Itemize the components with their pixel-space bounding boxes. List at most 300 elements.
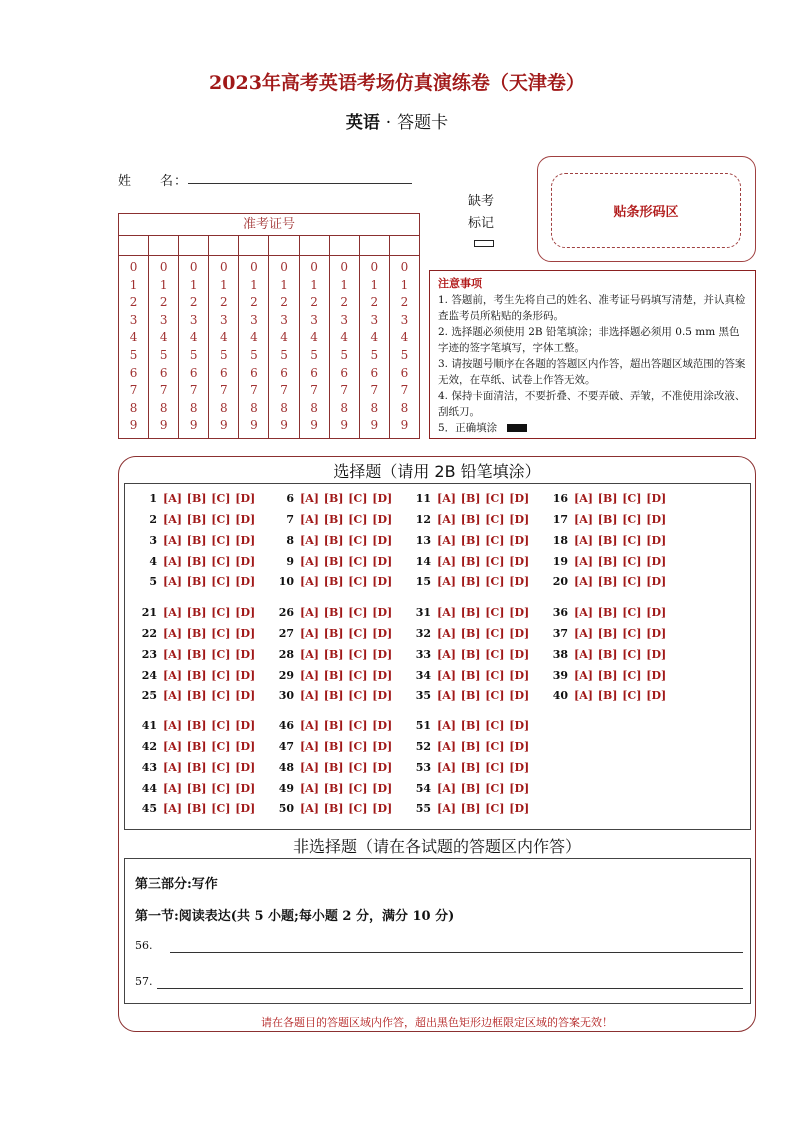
mc-question-number: 10 bbox=[278, 575, 294, 588]
correct-fill-sample bbox=[507, 424, 527, 432]
mc-option-bubbles[interactable]: [A] [B] [C] [D] bbox=[437, 606, 530, 619]
mc-question[interactable] bbox=[131, 719, 255, 732]
mc-option-bubbles[interactable]: [A] [B] [C] [D] bbox=[437, 492, 530, 505]
notice-item-3: 3. 请按题号顺序在各题的答题区内作答，超出答题区域范围的答案无效，在草纸、试卷上作答无效。 bbox=[438, 358, 746, 386]
mc-option-bubbles[interactable]: [A] [B] [C] [D] bbox=[437, 689, 530, 702]
mc-option-bubbles[interactable]: [A] [B] [C] [D] bbox=[300, 761, 393, 774]
mc-question[interactable] bbox=[405, 555, 529, 568]
ticket-digit-bubble[interactable]: 7 bbox=[400, 383, 409, 398]
mc-option-bubbles[interactable]: [A] [B] [C] [D] bbox=[163, 555, 256, 568]
ticket-digit-bubble[interactable]: 7 bbox=[129, 383, 138, 398]
ticket-digit-bubble[interactable]: 3 bbox=[129, 312, 138, 327]
mc-question-number: 12 bbox=[415, 513, 431, 526]
ticket-digit-bubble[interactable]: 9 bbox=[400, 418, 409, 433]
ticket-write-cell[interactable] bbox=[119, 236, 149, 255]
ticket-digit-bubble[interactable]: 2 bbox=[340, 295, 349, 310]
ticket-digit-bubble[interactable]: 8 bbox=[340, 400, 349, 415]
mc-option-bubbles[interactable]: [A] [B] [C] [D] bbox=[163, 648, 256, 661]
correct-fill-label: 5．正确填涂 bbox=[438, 422, 498, 434]
ticket-digit-bubble[interactable]: 4 bbox=[400, 330, 409, 345]
mc-question[interactable] bbox=[131, 802, 255, 815]
mc-question[interactable] bbox=[405, 606, 529, 619]
mc-option-bubbles[interactable]: [A] [B] [C] [D] bbox=[437, 627, 530, 640]
ticket-digit-bubble[interactable]: 1 bbox=[280, 277, 288, 292]
ticket-digit-bubble[interactable]: 2 bbox=[159, 295, 168, 310]
ticket-digit-bubble[interactable]: 9 bbox=[159, 418, 168, 433]
mc-option-bubbles[interactable]: [A] [B] [C] [D] bbox=[437, 555, 530, 568]
mc-question-number: 55 bbox=[415, 802, 431, 815]
ticket-digit-bubble[interactable]: 7 bbox=[220, 383, 228, 398]
mc-option-bubbles[interactable]: [A] [B] [C] [D] bbox=[574, 513, 667, 526]
mc-question-number: 52 bbox=[415, 740, 431, 753]
mc-option-bubbles[interactable]: [A] [B] [C] [D] bbox=[437, 802, 530, 815]
mc-option-bubbles[interactable]: [A] [B] [C] [D] bbox=[437, 575, 530, 588]
mc-question[interactable] bbox=[542, 492, 666, 505]
mc-question[interactable] bbox=[131, 669, 255, 682]
ticket-digit-bubble[interactable]: 2 bbox=[280, 295, 288, 310]
mc-option-bubbles[interactable]: [A] [B] [C] [D] bbox=[163, 575, 256, 588]
mc-question[interactable] bbox=[542, 648, 666, 661]
ticket-digit-bubble[interactable]: 6 bbox=[220, 365, 228, 380]
ticket-digit-bubble[interactable]: 9 bbox=[310, 418, 318, 433]
mc-option-bubbles[interactable]: [A] [B] [C] [D] bbox=[574, 648, 667, 661]
mc-answer-area bbox=[124, 483, 751, 830]
mc-question[interactable] bbox=[405, 740, 529, 753]
ticket-digit-bubble[interactable]: 6 bbox=[159, 365, 168, 380]
mc-option-bubbles[interactable]: [A] [B] [C] [D] bbox=[300, 719, 393, 732]
mc-option-bubbles[interactable]: [A] [B] [C] [D] bbox=[437, 782, 530, 795]
mc-question-number: 43 bbox=[141, 761, 157, 774]
ticket-digit-bubble[interactable]: 1 bbox=[310, 277, 318, 292]
mc-option-bubbles[interactable]: [A] [B] [C] [D] bbox=[163, 740, 256, 753]
ticket-digit-bubble[interactable]: 5 bbox=[370, 347, 379, 362]
mc-question[interactable] bbox=[405, 719, 529, 732]
ticket-digit-bubble[interactable]: 8 bbox=[129, 400, 138, 415]
mc-question[interactable] bbox=[131, 627, 255, 640]
ticket-write-cell[interactable] bbox=[149, 236, 179, 255]
ticket-digit-bubble[interactable]: 3 bbox=[280, 312, 288, 327]
ticket-digit-bubble[interactable]: 4 bbox=[370, 330, 379, 345]
ticket-digit-bubble[interactable]: 0 bbox=[220, 260, 228, 274]
ticket-digit-bubble[interactable]: 7 bbox=[310, 383, 318, 398]
mc-question[interactable] bbox=[131, 761, 255, 774]
ticket-digit-bubble[interactable]: 9 bbox=[340, 418, 349, 433]
ticket-digit-bubble[interactable]: 0 bbox=[129, 260, 138, 274]
mc-option-bubbles[interactable]: [A] [B] [C] [D] bbox=[437, 761, 530, 774]
mc-question[interactable] bbox=[542, 513, 666, 526]
mc-question-number: 38 bbox=[552, 648, 568, 661]
mc-question[interactable] bbox=[131, 534, 255, 547]
ticket-digit-bubble[interactable]: 3 bbox=[250, 312, 258, 327]
mc-option-bubbles[interactable]: [A] [B] [C] [D] bbox=[437, 740, 530, 753]
mc-option-bubbles[interactable]: [A] [B] [C] [D] bbox=[300, 513, 393, 526]
mc-question-number: 48 bbox=[278, 761, 294, 774]
ticket-digit-bubble[interactable]: 0 bbox=[370, 260, 379, 274]
ticket-digit-column bbox=[390, 256, 419, 438]
mc-question[interactable] bbox=[131, 782, 255, 795]
mc-question[interactable] bbox=[268, 575, 392, 588]
notice-item-5 bbox=[438, 420, 747, 436]
mc-question-number: 15 bbox=[415, 575, 431, 588]
mc-option-bubbles[interactable]: [A] [B] [C] [D] bbox=[300, 782, 393, 795]
ticket-digit-bubble[interactable]: 6 bbox=[129, 365, 138, 380]
ticket-digit-bubble[interactable]: 4 bbox=[220, 330, 228, 345]
notice-title: 注意事项 bbox=[438, 277, 482, 290]
mc-question-number: 47 bbox=[278, 740, 294, 753]
ticket-digit-bubble[interactable]: 6 bbox=[370, 365, 379, 380]
mc-question[interactable] bbox=[131, 606, 255, 619]
mc-question[interactable] bbox=[131, 555, 255, 568]
ticket-digit-bubble[interactable]: 2 bbox=[310, 295, 318, 310]
ticket-digit-bubble[interactable]: 1 bbox=[400, 277, 409, 292]
ticket-digit-bubble[interactable]: 6 bbox=[310, 365, 318, 380]
mc-question[interactable] bbox=[131, 740, 255, 753]
mc-option-bubbles[interactable]: [A] [B] [C] [D] bbox=[574, 534, 667, 547]
ticket-write-cell[interactable] bbox=[390, 236, 419, 255]
mc-question[interactable] bbox=[268, 669, 392, 682]
ticket-digit-bubble[interactable]: 6 bbox=[189, 365, 198, 380]
mc-option-bubbles[interactable]: [A] [B] [C] [D] bbox=[300, 689, 393, 702]
ticket-digit-bubble[interactable]: 1 bbox=[340, 277, 349, 292]
ticket-digit-bubble[interactable]: 8 bbox=[189, 400, 198, 415]
ticket-digit-bubble[interactable]: 5 bbox=[220, 347, 228, 362]
mc-question-number: 40 bbox=[552, 689, 568, 702]
mc-question[interactable] bbox=[405, 534, 529, 547]
ticket-number-write-cells bbox=[119, 236, 419, 256]
ticket-digit-bubble[interactable]: 5 bbox=[250, 347, 258, 362]
mc-heading: 选择题（请用 2B 铅笔填涂） bbox=[333, 462, 541, 481]
question-57-label: 57. bbox=[135, 975, 153, 988]
question-56-answer-line[interactable] bbox=[170, 952, 743, 953]
mc-question-number: 27 bbox=[278, 627, 294, 640]
mc-question[interactable] bbox=[542, 669, 666, 682]
ticket-digit-bubble[interactable]: 9 bbox=[129, 418, 138, 433]
mc-option-bubbles[interactable]: [A] [B] [C] [D] bbox=[437, 648, 530, 661]
card-type-label: 答题卡 bbox=[397, 113, 449, 133]
ticket-write-cell[interactable] bbox=[360, 236, 390, 255]
ticket-digit-bubble[interactable]: 0 bbox=[340, 260, 349, 274]
ticket-digit-bubble[interactable]: 5 bbox=[129, 347, 138, 362]
mc-option-bubbles[interactable]: [A] [B] [C] [D] bbox=[300, 492, 393, 505]
notice-box bbox=[429, 270, 756, 439]
ticket-digit-bubble[interactable]: 8 bbox=[280, 400, 288, 415]
mc-option-bubbles[interactable]: [A] [B] [C] [D] bbox=[163, 606, 256, 619]
ticket-write-cell[interactable] bbox=[179, 236, 209, 255]
ticket-digit-bubble[interactable]: 1 bbox=[220, 277, 228, 292]
ticket-digit-bubble[interactable]: 0 bbox=[280, 260, 288, 274]
mc-question-number: 23 bbox=[141, 648, 157, 661]
ticket-write-cell[interactable] bbox=[269, 236, 299, 255]
ticket-digit-bubble[interactable]: 3 bbox=[370, 312, 379, 327]
ticket-digit-bubble[interactable]: 1 bbox=[370, 277, 379, 292]
mc-question-number: 5 bbox=[149, 575, 157, 588]
mc-option-bubbles[interactable]: [A] [B] [C] [D] bbox=[300, 575, 393, 588]
absent-mark-label bbox=[459, 191, 503, 235]
ticket-digit-bubble[interactable]: 9 bbox=[370, 418, 379, 433]
ticket-digit-bubble[interactable]: 9 bbox=[220, 418, 228, 433]
ticket-write-cell[interactable] bbox=[300, 236, 330, 255]
ticket-digit-bubble[interactable]: 1 bbox=[250, 277, 258, 292]
ticket-digit-bubble[interactable]: 2 bbox=[129, 295, 138, 310]
mc-question[interactable] bbox=[405, 669, 529, 682]
ticket-digit-bubble[interactable]: 5 bbox=[189, 347, 198, 362]
mc-question[interactable] bbox=[131, 648, 255, 661]
ticket-digit-column bbox=[119, 256, 149, 438]
ticket-digit-bubble[interactable]: 4 bbox=[250, 330, 258, 345]
mc-option-bubbles[interactable]: [A] [B] [C] [D] bbox=[163, 627, 256, 640]
ticket-digit-bubble[interactable]: 8 bbox=[400, 400, 409, 415]
ticket-digit-bubble[interactable]: 5 bbox=[280, 347, 288, 362]
mc-question-number: 20 bbox=[552, 575, 568, 588]
ticket-digit-bubble[interactable]: 2 bbox=[370, 295, 379, 310]
mc-option-bubbles[interactable]: [A] [B] [C] [D] bbox=[163, 492, 256, 505]
mc-option-bubbles[interactable]: [A] [B] [C] [D] bbox=[300, 555, 393, 568]
mc-option-bubbles[interactable]: [A] [B] [C] [D] bbox=[163, 689, 256, 702]
mc-question[interactable] bbox=[268, 719, 392, 732]
mc-option-bubbles[interactable]: [A] [B] [C] [D] bbox=[300, 802, 393, 815]
ticket-digit-bubble[interactable]: 3 bbox=[220, 312, 228, 327]
subject-label: 英语 bbox=[345, 113, 380, 133]
mc-question[interactable] bbox=[542, 534, 666, 547]
ticket-digit-bubble[interactable]: 6 bbox=[280, 365, 288, 380]
ticket-digit-bubble[interactable]: 1 bbox=[189, 277, 198, 292]
mc-question-number: 35 bbox=[415, 689, 431, 702]
absent-label-line1: 缺考 bbox=[467, 194, 494, 209]
mc-question[interactable] bbox=[268, 689, 392, 702]
mc-option-bubbles[interactable]: [A] [B] [C] [D] bbox=[574, 575, 667, 588]
ticket-digit-bubble[interactable]: 0 bbox=[189, 260, 198, 274]
ticket-digit-bubble[interactable]: 4 bbox=[340, 330, 349, 345]
mc-question[interactable] bbox=[542, 606, 666, 619]
mc-question[interactable] bbox=[131, 575, 255, 588]
mc-option-bubbles[interactable]: [A] [B] [C] [D] bbox=[574, 606, 667, 619]
ticket-write-cell[interactable] bbox=[209, 236, 239, 255]
mc-option-bubbles[interactable]: [A] [B] [C] [D] bbox=[163, 802, 256, 815]
ticket-digit-bubble[interactable]: 6 bbox=[340, 365, 349, 380]
ticket-digit-bubble[interactable]: 5 bbox=[340, 347, 349, 362]
notice-item-1: 1. 答题前，考生先将自己的姓名、准考证号码填写清楚，并认真检查监考员所粘贴的条形码。 bbox=[438, 294, 746, 322]
mc-question[interactable] bbox=[405, 689, 529, 702]
mc-question[interactable] bbox=[405, 513, 529, 526]
mc-question[interactable] bbox=[405, 627, 529, 640]
ticket-digit-bubble[interactable]: 0 bbox=[310, 260, 318, 274]
mc-question[interactable] bbox=[542, 689, 666, 702]
mc-option-bubbles[interactable]: [A] [B] [C] [D] bbox=[574, 689, 667, 702]
mc-option-bubbles[interactable]: [A] [B] [C] [D] bbox=[300, 606, 393, 619]
ticket-digit-bubble[interactable]: 1 bbox=[159, 277, 168, 292]
mc-question[interactable] bbox=[268, 492, 392, 505]
ticket-digit-bubble[interactable]: 6 bbox=[400, 365, 409, 380]
mc-option-bubbles[interactable]: [A] [B] [C] [D] bbox=[437, 669, 530, 682]
ticket-digit-bubble[interactable]: 3 bbox=[400, 312, 409, 327]
mc-question-number: 24 bbox=[141, 669, 157, 682]
mc-question-number: 34 bbox=[415, 669, 431, 682]
mc-option-bubbles[interactable]: [A] [B] [C] [D] bbox=[300, 669, 393, 682]
question-56-label: 56. bbox=[135, 939, 153, 952]
ticket-digit-bubble[interactable]: 9 bbox=[280, 418, 288, 433]
mc-question[interactable] bbox=[268, 606, 392, 619]
ticket-digit-column bbox=[269, 256, 299, 438]
mc-question[interactable] bbox=[268, 627, 392, 640]
subtitle-separator: · bbox=[385, 113, 392, 133]
ticket-digit-bubble[interactable]: 8 bbox=[250, 400, 258, 415]
ticket-digit-bubble[interactable]: 1 bbox=[129, 277, 138, 292]
ticket-digit-column bbox=[300, 256, 330, 438]
name-label: 姓 名： bbox=[118, 174, 189, 189]
mc-question[interactable] bbox=[405, 782, 529, 795]
mc-question[interactable] bbox=[268, 555, 392, 568]
ticket-digit-bubble[interactable]: 9 bbox=[250, 418, 258, 433]
ticket-digit-bubble[interactable]: 3 bbox=[310, 312, 318, 327]
ticket-digit-bubble[interactable]: 4 bbox=[310, 330, 318, 345]
mc-question-number: 22 bbox=[141, 627, 157, 640]
ticket-digit-bubble[interactable]: 2 bbox=[250, 295, 258, 310]
mc-question[interactable] bbox=[405, 648, 529, 661]
absent-mark-box[interactable] bbox=[474, 240, 494, 247]
mc-option-bubbles[interactable]: [A] [B] [C] [D] bbox=[574, 669, 667, 682]
ticket-digit-bubble[interactable]: 2 bbox=[400, 295, 409, 310]
mc-question-number: 46 bbox=[278, 719, 294, 732]
ticket-digit-bubble[interactable]: 5 bbox=[310, 347, 318, 362]
mc-question-number: 39 bbox=[552, 669, 568, 682]
ticket-digit-bubble[interactable]: 6 bbox=[250, 365, 258, 380]
ticket-digit-column bbox=[179, 256, 209, 438]
ticket-digit-bubble[interactable]: 9 bbox=[189, 418, 198, 433]
mc-question[interactable] bbox=[405, 575, 529, 588]
reading-expression-label: 第一节:阅读表达(共 5 小题;每小题 2 分，满分 10 分) bbox=[135, 909, 455, 924]
exam-title: 2023年高考英语考场仿真演练卷（天津卷） bbox=[209, 72, 585, 94]
mc-option-bubbles[interactable]: [A] [B] [C] [D] bbox=[437, 719, 530, 732]
ticket-digit-bubble[interactable]: 5 bbox=[159, 347, 168, 362]
mc-option-bubbles[interactable]: [A] [B] [C] [D] bbox=[574, 555, 667, 568]
footer-warning: 请在各题目的答题区域内作答，超出黑色矩形边框限定区域的答案无效！ bbox=[261, 1016, 613, 1029]
ticket-digit-bubble[interactable]: 4 bbox=[280, 330, 288, 345]
mc-question[interactable] bbox=[542, 627, 666, 640]
mc-question-number: 11 bbox=[415, 492, 431, 505]
mc-option-bubbles[interactable]: [A] [B] [C] [D] bbox=[300, 627, 393, 640]
mc-question-number: 2 bbox=[149, 513, 157, 526]
ticket-digit-bubble[interactable]: 4 bbox=[159, 330, 168, 345]
mc-option-bubbles[interactable]: [A] [B] [C] [D] bbox=[163, 534, 256, 547]
mc-option-bubbles[interactable]: [A] [B] [C] [D] bbox=[437, 513, 530, 526]
ticket-digit-bubble[interactable]: 8 bbox=[159, 400, 168, 415]
mc-question[interactable] bbox=[405, 802, 529, 815]
ticket-digit-bubble[interactable]: 7 bbox=[159, 383, 168, 398]
answer-section bbox=[118, 456, 756, 1032]
ticket-digit-column bbox=[149, 256, 179, 438]
mc-question-number: 7 bbox=[286, 513, 294, 526]
ticket-number-bubbles bbox=[119, 256, 419, 438]
ticket-digit-bubble[interactable]: 0 bbox=[400, 260, 409, 274]
mc-question[interactable] bbox=[131, 492, 255, 505]
mc-question[interactable] bbox=[131, 689, 255, 702]
ticket-digit-bubble[interactable]: 7 bbox=[250, 383, 258, 398]
ticket-digit-bubble[interactable]: 7 bbox=[340, 383, 349, 398]
mc-question[interactable] bbox=[268, 761, 392, 774]
mc-option-bubbles[interactable]: [A] [B] [C] [D] bbox=[163, 669, 256, 682]
ticket-digit-bubble[interactable]: 8 bbox=[310, 400, 318, 415]
mc-question[interactable] bbox=[542, 575, 666, 588]
ticket-digit-column bbox=[209, 256, 239, 438]
mc-option-bubbles[interactable]: [A] [B] [C] [D] bbox=[300, 740, 393, 753]
question-57-answer-line[interactable] bbox=[157, 988, 743, 989]
mc-option-bubbles[interactable]: [A] [B] [C] [D] bbox=[574, 627, 667, 640]
ticket-number-grid bbox=[118, 213, 420, 439]
mc-option-bubbles[interactable]: [A] [B] [C] [D] bbox=[300, 534, 393, 547]
mc-question-number: 53 bbox=[415, 761, 431, 774]
mc-question[interactable] bbox=[268, 513, 392, 526]
mc-question[interactable] bbox=[268, 534, 392, 547]
mc-option-bubbles[interactable]: [A] [B] [C] [D] bbox=[163, 761, 256, 774]
ticket-number-label: 准考证号 bbox=[119, 214, 419, 236]
ticket-digit-bubble[interactable]: 8 bbox=[220, 400, 228, 415]
mc-question-number: 50 bbox=[278, 802, 294, 815]
mc-question-number: 8 bbox=[286, 534, 294, 547]
mc-option-bubbles[interactable]: [A] [B] [C] [D] bbox=[437, 534, 530, 547]
ticket-digit-column bbox=[360, 256, 390, 438]
barcode-area: 贴条形码区 bbox=[551, 173, 741, 248]
mc-option-bubbles[interactable]: [A] [B] [C] [D] bbox=[163, 719, 256, 732]
ticket-digit-bubble[interactable]: 0 bbox=[159, 260, 168, 274]
ticket-write-cell[interactable] bbox=[330, 236, 360, 255]
mc-question[interactable] bbox=[268, 782, 392, 795]
mc-question-number: 29 bbox=[278, 669, 294, 682]
ticket-digit-bubble[interactable]: 8 bbox=[370, 400, 379, 415]
mc-question[interactable] bbox=[268, 648, 392, 661]
mc-question[interactable] bbox=[131, 513, 255, 526]
mc-question-number: 33 bbox=[415, 648, 431, 661]
ticket-digit-bubble[interactable]: 5 bbox=[400, 347, 409, 362]
ticket-digit-bubble[interactable]: 4 bbox=[129, 330, 138, 345]
ticket-digit-bubble[interactable]: 2 bbox=[189, 295, 198, 310]
mc-question-number: 14 bbox=[415, 555, 431, 568]
mc-option-bubbles[interactable]: [A] [B] [C] [D] bbox=[300, 648, 393, 661]
ticket-digit-bubble[interactable]: 3 bbox=[189, 312, 198, 327]
mc-question-number: 17 bbox=[552, 513, 568, 526]
mc-question[interactable] bbox=[405, 492, 529, 505]
mc-question-number: 30 bbox=[278, 689, 294, 702]
mc-question[interactable] bbox=[268, 740, 392, 753]
nc-answer-area bbox=[124, 858, 751, 1004]
mc-question[interactable] bbox=[405, 761, 529, 774]
ticket-digit-bubble[interactable]: 3 bbox=[159, 312, 168, 327]
mc-option-bubbles[interactable]: [A] [B] [C] [D] bbox=[163, 782, 256, 795]
ticket-digit-bubble[interactable]: 7 bbox=[280, 383, 288, 398]
ticket-write-cell[interactable] bbox=[239, 236, 269, 255]
mc-question[interactable] bbox=[542, 555, 666, 568]
mc-question-number: 6 bbox=[286, 492, 294, 505]
notice-item-4: 4. 保持卡面清洁，不要折叠、不要弄破、弄皱，不准使用涂改液、刮纸刀。 bbox=[438, 390, 746, 418]
ticket-digit-bubble[interactable]: 0 bbox=[250, 260, 258, 274]
mc-option-bubbles[interactable]: [A] [B] [C] [D] bbox=[163, 513, 256, 526]
notice-item-2: 2. 选择题必须使用 2B 铅笔填涂；非选择题必须用 0.5 mm 黑色字迹的签字笔填写，字体工整。 bbox=[438, 326, 740, 354]
mc-option-bubbles[interactable]: [A] [B] [C] [D] bbox=[574, 492, 667, 505]
mc-question-number: 13 bbox=[415, 534, 431, 547]
mc-question-number: 42 bbox=[141, 740, 157, 753]
ticket-digit-bubble[interactable]: 4 bbox=[189, 330, 198, 345]
mc-question-number: 25 bbox=[141, 689, 157, 702]
mc-question-number: 26 bbox=[278, 606, 294, 619]
ticket-digit-bubble[interactable]: 7 bbox=[189, 383, 198, 398]
card-subtitle bbox=[0, 108, 794, 133]
mc-question-number: 3 bbox=[149, 534, 157, 547]
mc-question[interactable] bbox=[268, 802, 392, 815]
ticket-digit-bubble[interactable]: 2 bbox=[220, 295, 228, 310]
ticket-digit-bubble[interactable]: 7 bbox=[370, 383, 379, 398]
ticket-digit-bubble[interactable]: 3 bbox=[340, 312, 349, 327]
mc-question-number: 32 bbox=[415, 627, 431, 640]
name-input-line[interactable] bbox=[188, 183, 412, 184]
